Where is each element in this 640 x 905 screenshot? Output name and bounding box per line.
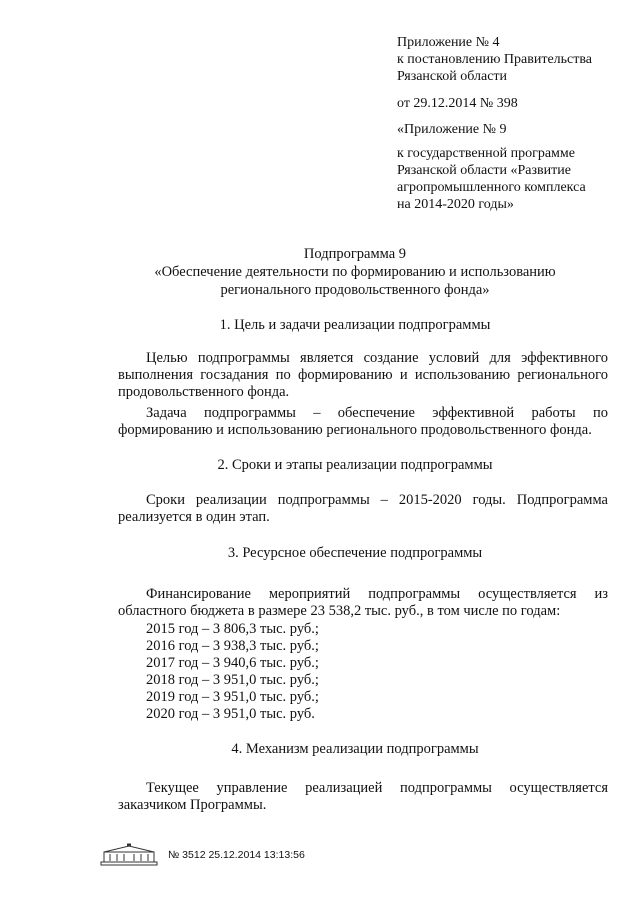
registration-stamp <box>100 842 305 868</box>
funding-year-item: 2015 год – 3 806,3 тыс. руб.; <box>146 621 319 637</box>
funding-year-item: 2018 год – 3 951,0 тыс. руб.; <box>146 672 319 688</box>
header-line-3: Рязанской области <box>397 69 508 84</box>
header-line-5: к государственной программе <box>397 146 575 161</box>
section-2-p1-text: Сроки реализации подпрограммы – 2015-2020 годы. Подпрограмма реализуется в один этап. <box>118 492 608 525</box>
header-appendix-line: «Приложение № 9 <box>397 122 507 137</box>
section-4-paragraph-1 <box>118 780 608 814</box>
registration-number: № 3512 25.12.2014 13:13:56 <box>168 849 305 861</box>
funding-year-item: 2019 год – 3 951,0 тыс. руб.; <box>146 689 319 705</box>
section-3-p1-text: Финансирование мероприятий подпрограммы осуществляется из областного бюджета в размере 23 538,2 тыс. руб., в том числе по годам: <box>118 586 608 619</box>
title-line-2: «Обеспечение деятельности по формированию и использованию <box>154 264 556 280</box>
section-2-paragraph-1 <box>118 492 608 526</box>
section-2-heading: 2. Сроки и этапы реализации подпрограммы <box>217 457 493 473</box>
title-line-3: регионального продовольственного фонда» <box>220 282 490 298</box>
funding-by-year-list <box>146 621 319 723</box>
section-1-paragraph-1 <box>118 350 608 401</box>
funding-year-item: 2020 год – 3 951,0 тыс. руб. <box>146 706 315 722</box>
header-line-1: Приложение № 4 <box>397 35 500 50</box>
header-line-8: на 2014-2020 годы» <box>397 197 514 212</box>
section-1-paragraph-2 <box>118 405 608 439</box>
government-building-icon <box>100 843 158 867</box>
section-4-p1-text: Текущее управление реализацией подпрограммы осуществляется заказчиком Программы. <box>118 780 608 813</box>
header-date-line: от 29.12.2014 № 398 <box>397 96 518 111</box>
section-1-heading: 1. Цель и задачи реализации подпрограммы <box>219 317 491 333</box>
section-1-p2-text: Задача подпрограммы – обеспечение эффективной работы по формированию и использованию регионального продовольственного фонда. <box>118 405 608 438</box>
header-line-6: Рязанской области «Развитие <box>397 163 571 178</box>
funding-year-item: 2017 год – 3 940,6 тыс. руб.; <box>146 655 319 671</box>
section-1-p1-text: Целью подпрограммы является создание условий для эффективного выполнения госзадания по формированию и использованию регионального продовольственного фонда. <box>118 350 608 400</box>
section-3-paragraph-1 <box>118 586 608 620</box>
title-line-1: Подпрограмма 9 <box>303 246 407 262</box>
subprogram-title <box>90 245 620 299</box>
header-line-2: к постановлению Правительства <box>397 52 593 67</box>
section-3-heading: 3. Ресурсное обеспечение подпрограммы <box>227 545 483 561</box>
header-line-7: агропромышленного комплекса <box>397 180 586 195</box>
section-4-heading: 4. Механизм реализации подпрограммы <box>231 741 479 757</box>
appendix-header <box>397 34 622 213</box>
funding-year-item: 2016 год – 3 938,3 тыс. руб.; <box>146 638 319 654</box>
